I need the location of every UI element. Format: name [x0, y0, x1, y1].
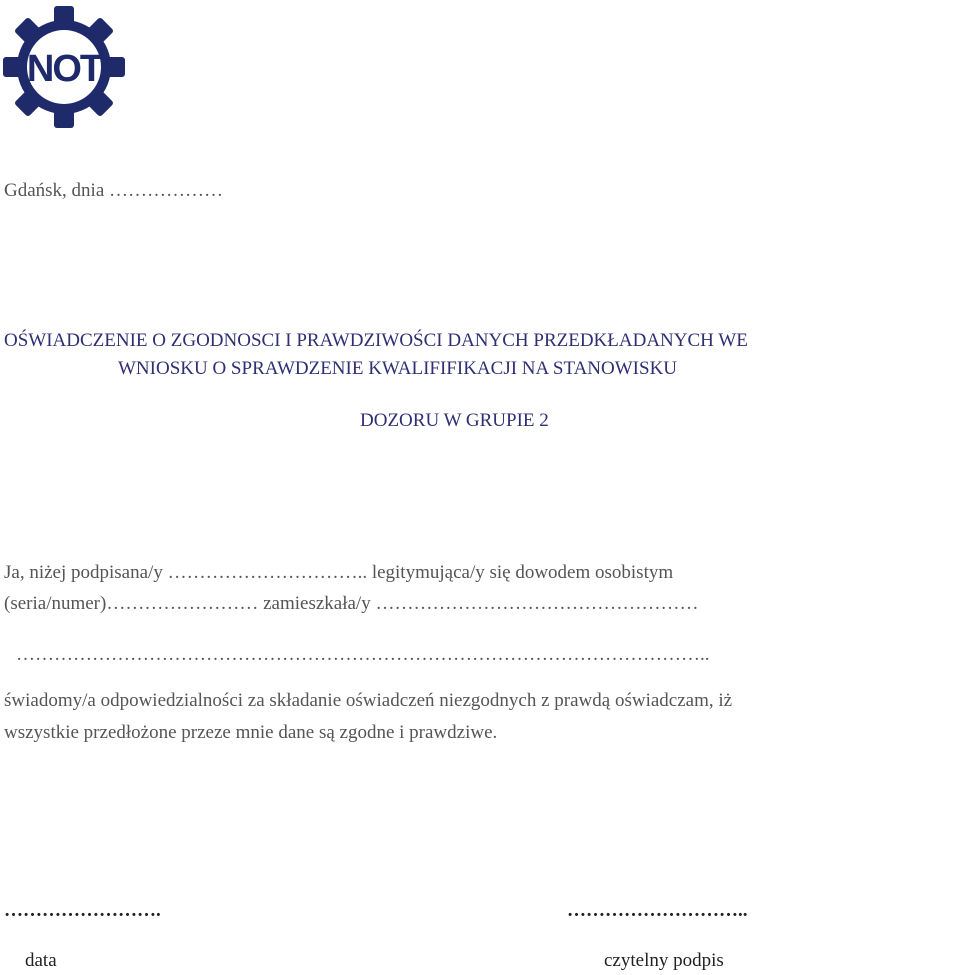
gear-logo-icon	[2, 6, 126, 128]
place-date-dots: ………………	[109, 180, 224, 201]
body-line-2: (seria/numer)…………………… zamieszkała/y ……………………………………………	[4, 593, 699, 614]
not-logo	[2, 6, 126, 128]
document-title-line-3: DOZORU W GRUPIE 2	[360, 410, 549, 431]
place-date-line	[4, 180, 223, 202]
body-line-4: świadomy/a odpowiedzialności za składanie oświadczeń niezgodnych z prawdą oświadczam, iż	[4, 690, 733, 711]
body-line-5: wszystkie przedłożone przeze mnie dane są zgodne i prawdziwe.	[4, 722, 498, 743]
document-title-line-1: OŚWIADCZENIE O ZGODNOSCI I PRAWDZIWOŚCI DANYCH PRZEDKŁADANYCH WE	[4, 330, 748, 351]
logo-text: NOT	[26, 48, 102, 90]
body-line-1: Ja, niżej podpisana/y ………………………….. legitymująca/y się dowodem osobistym	[4, 562, 674, 583]
document-title-line-2: WNIOSKU O SPRAWDZENIE KWALIFIFIKACJI NA STANOWISKU	[118, 358, 678, 379]
body-line-3: ………………………………………………………………………………………………..	[16, 644, 710, 665]
signature-dots: ………………………..	[567, 900, 748, 921]
signature-label: czytelny podpis	[604, 950, 724, 971]
place-date-label: Gdańsk, dnia	[4, 180, 105, 201]
date-signature-label: data	[25, 950, 57, 971]
date-signature-dots: …………………….	[4, 900, 161, 921]
